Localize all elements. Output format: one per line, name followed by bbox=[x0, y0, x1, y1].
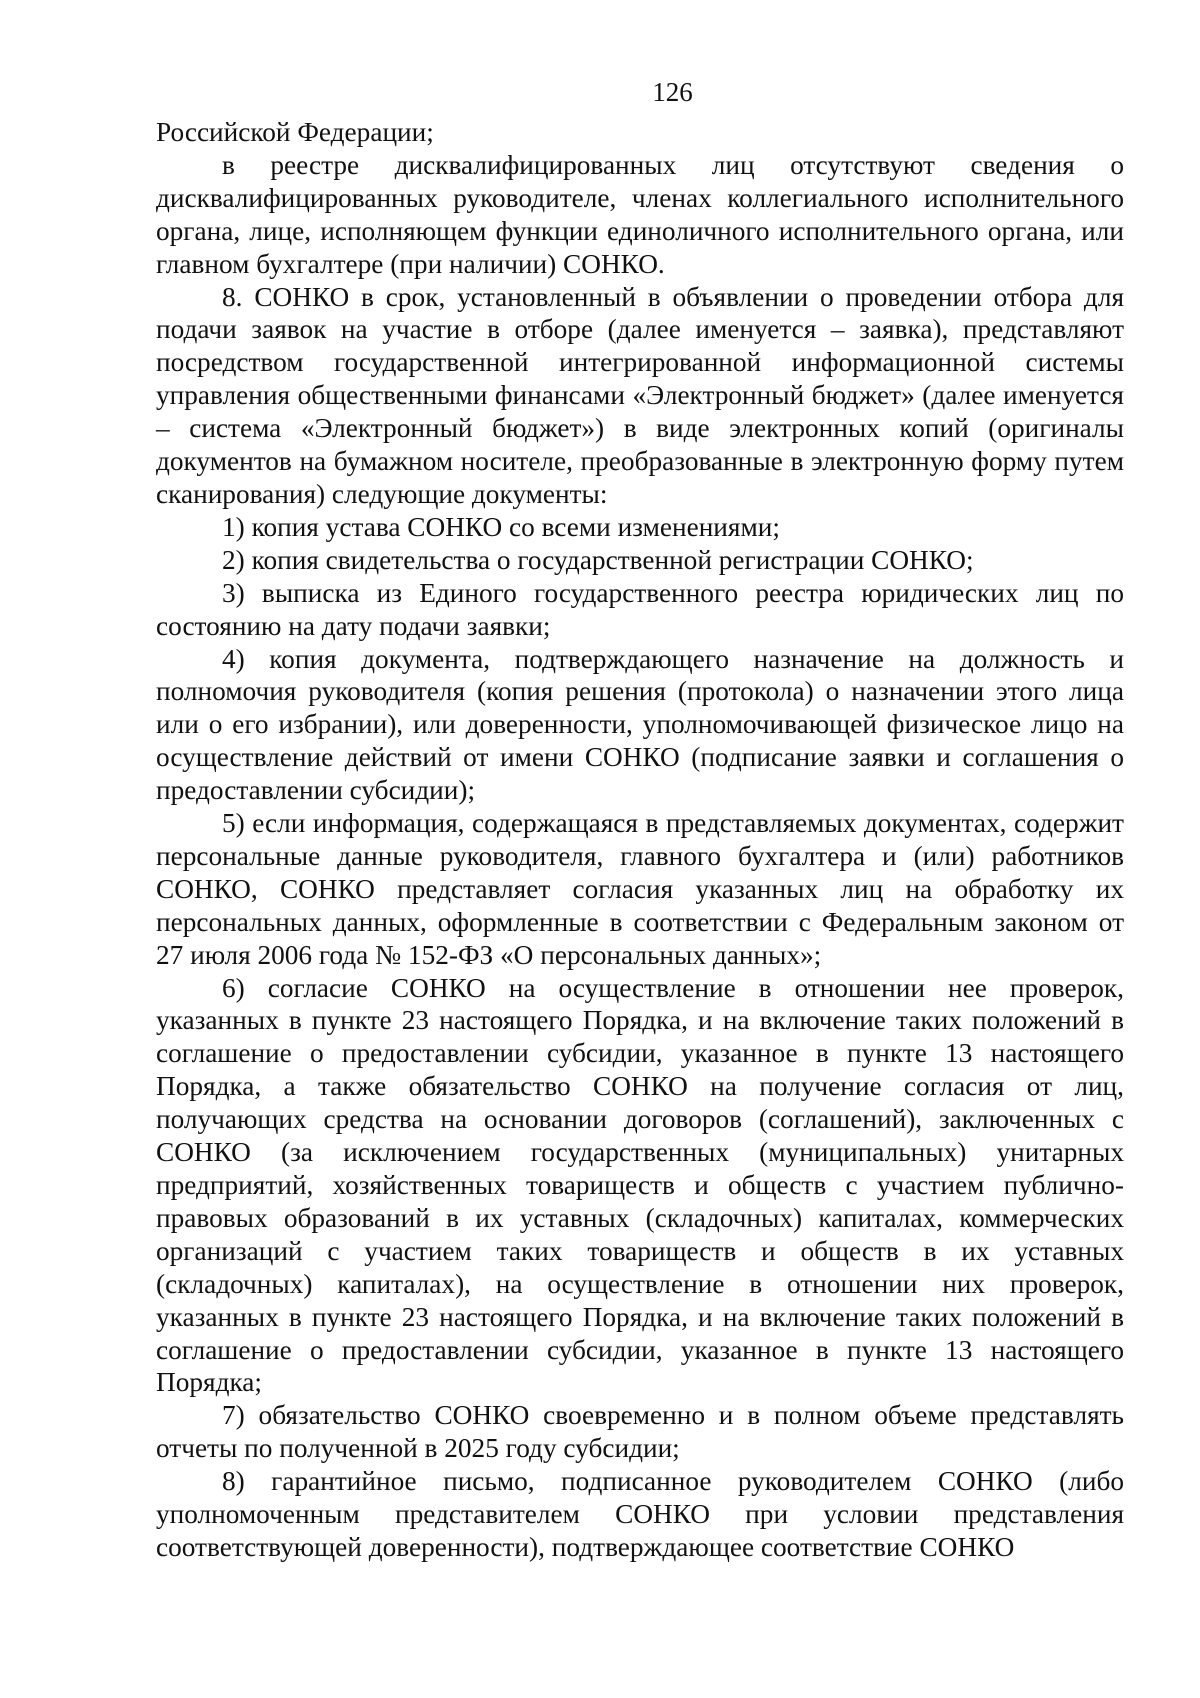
paragraph-continuation: Российской Федерации; bbox=[156, 117, 434, 147]
list-item-2: 2) копия свидетельства о государственной регистрации СОНКО; bbox=[222, 544, 974, 575]
list-item-1: 1) копия устава СОНКО со всеми изменениями; bbox=[222, 511, 780, 542]
paragraph-disqualified-registry: в реестре дисквалифицированных лиц отсутствуют сведения о дисквалифицированных руководителе, членах коллегиального исполнительного органа, лице, исполняющем функции единоличного исполнительного органа, или главном бухгалтере (при наличии) СОНКО. bbox=[156, 149, 1124, 279]
list-item-4: 4) копия документа, подтверждающего назначение на должность и полномочия руководителя (копия решения (протокола) о назначении этого лица или о его избрании), или доверенности, уполномочивающей физическое лицо на осуществление действий от имени СОНКО (подписание заявки и соглашения о предоставлении субсидии); bbox=[156, 643, 1124, 806]
list-item-5: 5) если информация, содержащаяся в представляемых документах, содержит персональные данные руководителя, главного бухгалтера и (или) работников СОНКО, СОНКО представляет согласия указанных лиц на обработку их персональных данных, оформленные в соответствии с Федеральным законом от 27 июля 2006 года № 152-ФЗ «О персональных данных»; bbox=[156, 808, 1124, 970]
page-number: 126 bbox=[652, 77, 693, 107]
list-item-8: 8) гарантийное письмо, подписанное руководителем СОНКО (либо уполномоченным представителем СОНКО при условии представления соответствующей доверенности), подтверждающее соответствие СОНКО bbox=[156, 1466, 1124, 1562]
list-item-3: 3) выписка из Единого государственного реестра юридических лиц по состоянию на дату подачи заявки; bbox=[156, 577, 1124, 641]
paragraph-item-8: 8. СОНКО в срок, установленный в объявлении о проведении отбора для подачи заявок на участие в отборе (далее именуется – заявка), представляют посредством государственной интегрированной информационной системы управления общественными финансами «Электронный бюджет» (далее именуется – система «Электронный бюджет») в виде электронных копий (оригиналы документов на бумажном носителе, преобразованные в электронную форму путем сканирования) следующие документы: bbox=[156, 281, 1124, 509]
list-item-7: 7) обязательство СОНКО своевременно и в полном объеме представлять отчеты по полученной в 2025 году субсидии; bbox=[156, 1400, 1124, 1464]
list-item-6: 6) согласие СОНКО на осуществление в отношении нее проверок, указанных в пункте 23 настоящего Порядка, и на включение таких положений в соглашение о предоставлении субсидии, указанное в пункте 13 настоящего Порядка, а также обязательство СОНКО на получение согласия от лиц, получающих средства на основании договоров (соглашений), заключенных с СОНКО (за исключением государственных (муниципальных) унитарных предприятий, хозяйственных товариществ и обществ с участием публично-правовых образований в их уставных (складочных) капиталах, коммерческих организаций с участием таких товариществ и обществ в их уставных (складочных) капиталах), на осуществление в отношении них проверок, указанных в пункте 23 настоящего Порядка, и на включение таких положений в соглашение о предоставлении субсидии, указанное в пункте 13 настоящего Порядка; bbox=[156, 972, 1124, 1398]
document-body bbox=[156, 116, 1124, 1564]
